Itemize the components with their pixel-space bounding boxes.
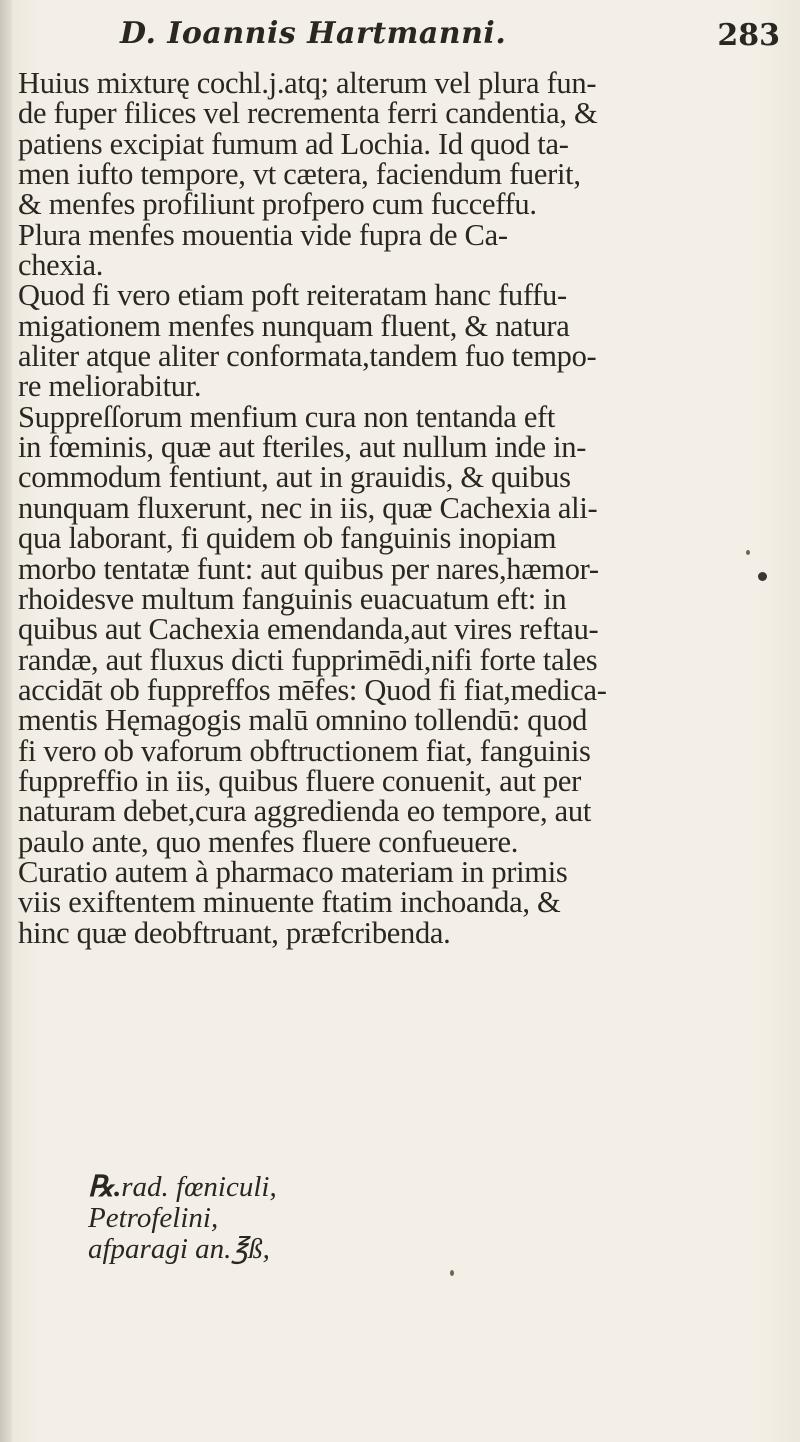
text-line: in fœminis, quæ aut fteriles, aut nullum inde in- <box>18 430 587 465</box>
text-line: naturam debet,cura aggredienda eo tempore, aut <box>18 794 592 829</box>
ink-speck <box>746 550 750 555</box>
text-line: Plura menfes mouentia vide fupra de Ca- <box>18 217 508 252</box>
page-header <box>120 16 780 62</box>
recipe-symbol: ℞. <box>88 1171 122 1203</box>
text-line: aliter atque aliter conformata,tandem fuo tempo- <box>18 339 597 374</box>
text-line: & menfes profiliunt profpero cum fucceffu. <box>18 187 537 222</box>
text-line: morbo tentatæ funt: aut quibus per nares,hæmor- <box>18 551 599 586</box>
text-line: men iufto tempore, vt cætera, faciendum fuerit, <box>18 157 581 192</box>
recipe-block <box>88 1172 277 1265</box>
recipe-line: afparagi an.℥ß, <box>88 1233 270 1265</box>
text-line: quibus aut Cachexia emendanda,aut vires reftau- <box>18 612 599 647</box>
text-line: fuppreffio in iis, quibus fluere conuenit, aut per <box>18 763 581 798</box>
text-line: re meliorabitur. <box>18 369 202 404</box>
ink-speck <box>758 572 767 581</box>
text-line: patiens excipiat fumum ad Lochia. Id quod ta- <box>18 126 569 161</box>
text-line: viis exiftentem minuente ftatim inchoanda, & <box>18 885 561 920</box>
text-line: nunquam fluxerunt, nec in iis, quæ Cachexia ali- <box>18 490 598 525</box>
text-line: chexia. <box>18 248 104 283</box>
text-line: mentis Hęmagogis malū omnino tollendū: quod <box>18 703 588 738</box>
text-line: randæ, aut fluxus dicti fupprimēdi,nifi forte tales <box>18 642 598 677</box>
text-line: accidāt ob fuppreffos mēfes: Quod fi fiat,medica- <box>18 672 607 707</box>
page-number: 283 <box>717 18 780 53</box>
text-line: paulo ante, quo menfes fluere confueuere. <box>18 824 519 859</box>
text-line: Quod fi vero etiam poft reiteratam hanc fuffu- <box>18 278 567 313</box>
text-line: rhoidesve multum fanguinis euacuatum eft: in <box>18 581 567 616</box>
text-line: qua laborant, fi quidem ob fanguinis inopiam <box>18 521 557 556</box>
ink-speck <box>450 1270 454 1276</box>
recipe-ingredient: rad. fœniculi, <box>121 1171 277 1203</box>
text-line: commodum fentiunt, aut in grauidis, & quibus <box>18 460 571 495</box>
text-line: fi vero ob vaforum obftructionem fiat, fanguinis <box>18 733 591 768</box>
running-head: D. Ioannis Hartmanni. <box>120 16 507 51</box>
text-line: migationem menfes nunquam fluent, & natura <box>18 308 570 343</box>
page-gutter-shadow <box>0 0 12 1442</box>
text-line: Huius mixturę cochl.j.atq; alterum vel plura fun- <box>18 66 597 100</box>
recipe-line <box>88 1172 277 1203</box>
text-line: Curatio autem à pharmaco materiam in primis <box>18 854 568 889</box>
body-text <box>18 68 790 948</box>
text-line: hinc quæ deobftruant, præfcribenda. <box>18 915 451 950</box>
text-line: Suppreſſorum menfium cura non tentanda eft <box>18 399 556 434</box>
text-line: de fuper filices vel recrementa ferri candentia, & <box>18 96 598 131</box>
recipe-line: Petrofelini, <box>88 1202 219 1234</box>
